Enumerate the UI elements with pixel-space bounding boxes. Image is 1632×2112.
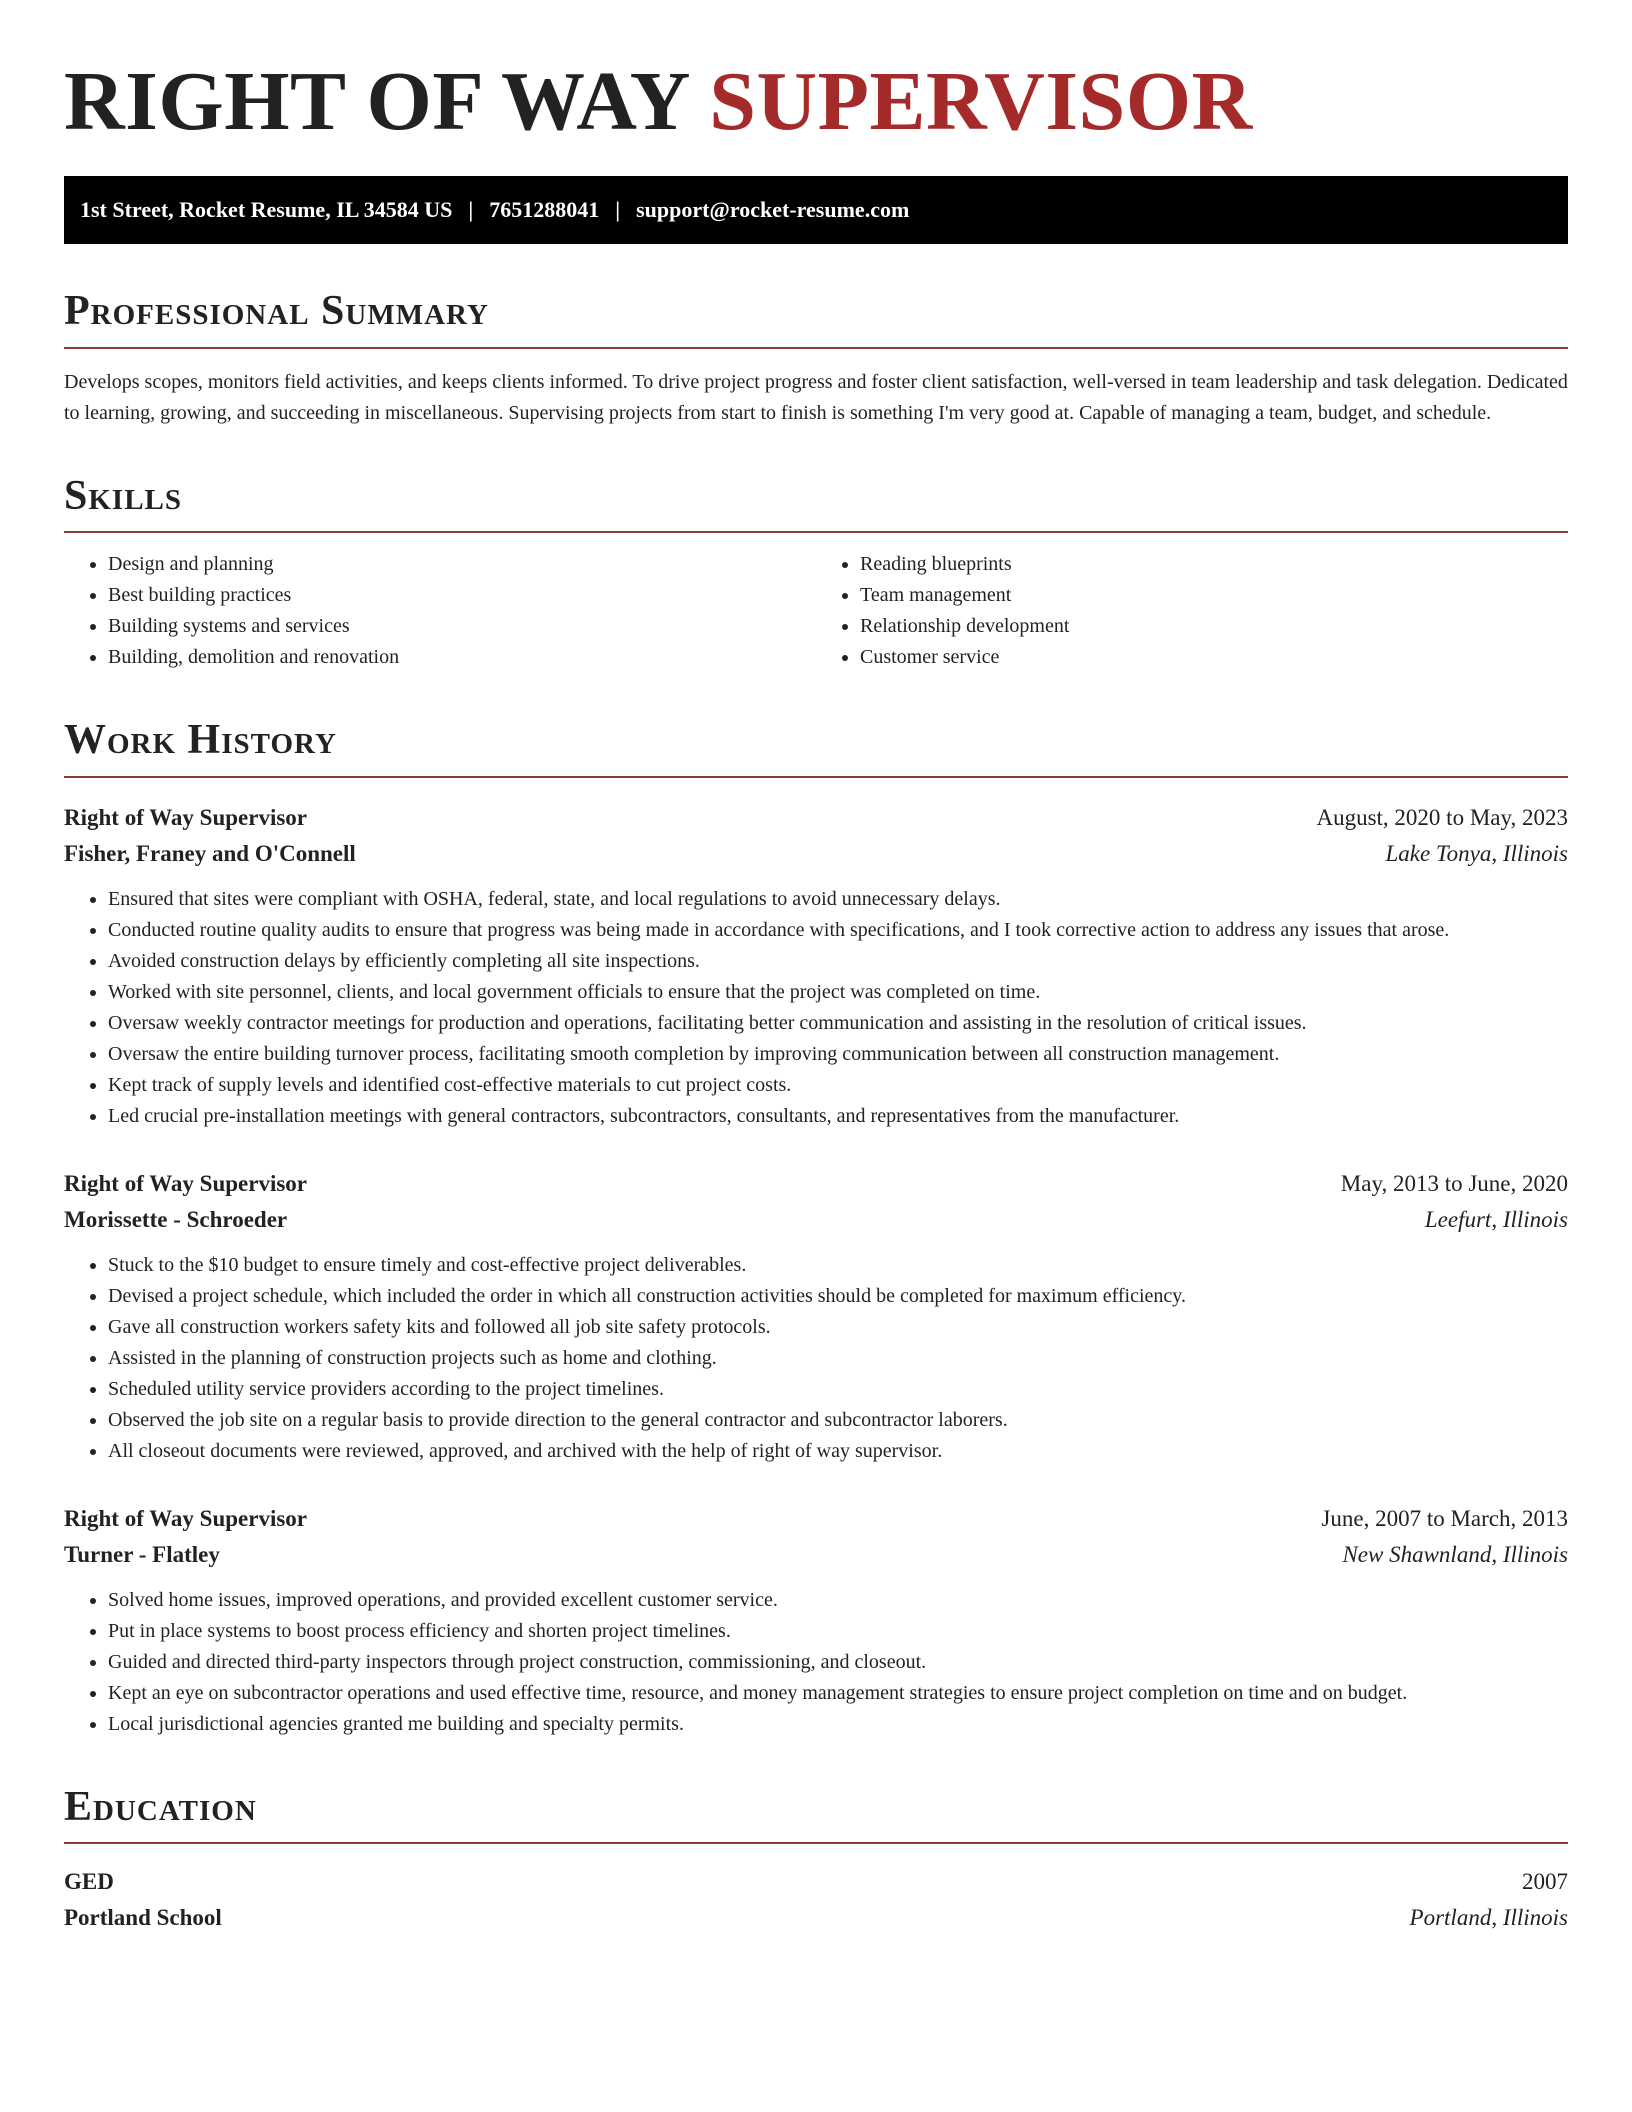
contact-separator: | <box>615 197 621 223</box>
job-duty: • Observed the job site on a regular basis to provide direction to the general contractor and subcontractor laborers. <box>108 1405 1568 1436</box>
job-duty: • Gave all construction workers safety kits and followed all job site safety protocols. <box>108 1312 1568 1343</box>
job-duty: • All closeout documents were reviewed, approved, and archived with the help of right of way supervisor. <box>108 1436 1568 1467</box>
job-duty: • Conducted routine quality audits to ensure that progress was being made in accordance with specifications, and I took corrective action to address any issues that arose. <box>108 915 1568 946</box>
education-degree: GED <box>64 1868 114 1894</box>
education-location: Portland, Illinois <box>1409 1904 1568 1930</box>
job-location: New Shawnland, Illinois <box>1342 1541 1568 1567</box>
job-duty: • Kept an eye on subcontractor operations and used effective time, resource, and money management strategies to ensure project completion on time and on budget. <box>108 1678 1568 1709</box>
job-duty: • Kept track of supply levels and identified cost-effective materials to cut project costs. <box>108 1070 1568 1101</box>
summary-text: Develops scopes, monitors field activities, and keeps clients informed. To drive project progress and foster client satisfaction, well-versed in team leadership and task delegation. Dedicated to learning, growing, and succeeding in miscellaneous. Supervising projects from start to finish is something I'm very good at. Capable of managing a team, budget, and schedule. <box>64 370 1568 424</box>
job-location: Leefurt, Illinois <box>1424 1206 1568 1232</box>
job-duty: • Assisted in the planning of construction projects such as home and clothing. <box>108 1343 1568 1374</box>
title-accent: SUPERVISOR <box>709 55 1253 148</box>
job-duty: • Avoided construction delays by efficiently completing all site inspections. <box>108 946 1568 977</box>
job-duty: • Local jurisdictional agencies granted me building and specialty permits. <box>108 1709 1568 1740</box>
contact-separator: | <box>468 197 474 223</box>
skill-item: • Design and planning <box>108 549 816 580</box>
job-entry <box>64 1166 1568 1467</box>
job-duty: • Led crucial pre-installation meetings with general contractors, subcontractors, consultants, and representatives from the manufacturer. <box>108 1101 1568 1132</box>
job-duty: • Ensured that sites were compliant with OSHA, federal, state, and local regulations to avoid unnecessary delays. <box>108 884 1568 915</box>
job-title: Right of Way Supervisor <box>64 804 308 830</box>
skill-item: • Team management <box>860 580 1568 611</box>
job-duty: • Stuck to the $10 budget to ensure timely and cost-effective project deliverables. <box>108 1250 1568 1281</box>
job-duty: • Put in place systems to boost process efficiency and shorten project timelines. <box>108 1616 1568 1647</box>
job-duties <box>64 1250 1568 1467</box>
skill-item: • Customer service <box>860 642 1568 673</box>
job-duty: • Worked with site personnel, clients, and local government officials to ensure that the project was completed on time. <box>108 977 1568 1008</box>
job-entry <box>64 800 1568 1132</box>
contact-email: support@rocket-resume.com <box>636 197 910 223</box>
job-dates: August, 2020 to May, 2023 <box>1316 804 1568 830</box>
job-title: Right of Way Supervisor <box>64 1170 308 1196</box>
title-main: RIGHT OF WAY <box>64 55 710 148</box>
skills-column-left <box>64 549 816 673</box>
work-history-heading: Work History <box>64 715 1568 777</box>
job-duties <box>64 884 1568 1132</box>
skill-item: • Best building practices <box>108 580 816 611</box>
skills-list <box>64 549 1568 673</box>
job-company: Morissette - Schroeder <box>64 1206 288 1232</box>
education-school: Portland School <box>64 1904 222 1930</box>
job-duty: • Scheduled utility service providers according to the project timelines. <box>108 1374 1568 1405</box>
job-duty: • Solved home issues, improved operations, and provided excellent customer service. <box>108 1585 1568 1616</box>
skill-item: • Building, demolition and renovation <box>108 642 816 673</box>
job-duty: • Oversaw weekly contractor meetings for production and operations, facilitating better communication and assisting in the resolution of critical issues. <box>108 1008 1568 1039</box>
job-dates: May, 2013 to June, 2020 <box>1340 1170 1568 1196</box>
education-year: 2007 <box>1522 1868 1568 1894</box>
skill-item: • Reading blueprints <box>860 549 1568 580</box>
resume-title <box>64 56 1568 148</box>
job-duties <box>64 1585 1568 1740</box>
skills-column-right <box>816 549 1568 673</box>
skill-item: • Relationship development <box>860 611 1568 642</box>
contact-address: 1st Street, Rocket Resume, IL 34584 US <box>80 197 453 223</box>
job-dates: June, 2007 to March, 2013 <box>1321 1505 1568 1531</box>
job-company: Fisher, Franey and O'Connell <box>64 840 356 866</box>
summary-heading: Professional Summary <box>64 286 1568 348</box>
job-location: Lake Tonya, Illinois <box>1385 840 1568 866</box>
skills-heading: Skills <box>64 471 1568 533</box>
job-duty: • Oversaw the entire building turnover process, facilitating smooth completion by improving communication between all construction management. <box>108 1039 1568 1070</box>
job-duty: • Guided and directed third-party inspectors through project construction, commissioning, and closeout. <box>108 1647 1568 1678</box>
education-heading: Education <box>64 1782 1568 1844</box>
job-duty: • Devised a project schedule, which included the order in which all construction activities should be completed for maximum efficiency. <box>108 1281 1568 1312</box>
job-company: Turner - Flatley <box>64 1541 220 1567</box>
job-entry <box>64 1501 1568 1740</box>
contact-bar <box>64 176 1568 244</box>
contact-phone: 7651288041 <box>489 197 600 223</box>
education-entry <box>64 1864 1568 1936</box>
job-title: Right of Way Supervisor <box>64 1505 308 1531</box>
skill-item: • Building systems and services <box>108 611 816 642</box>
